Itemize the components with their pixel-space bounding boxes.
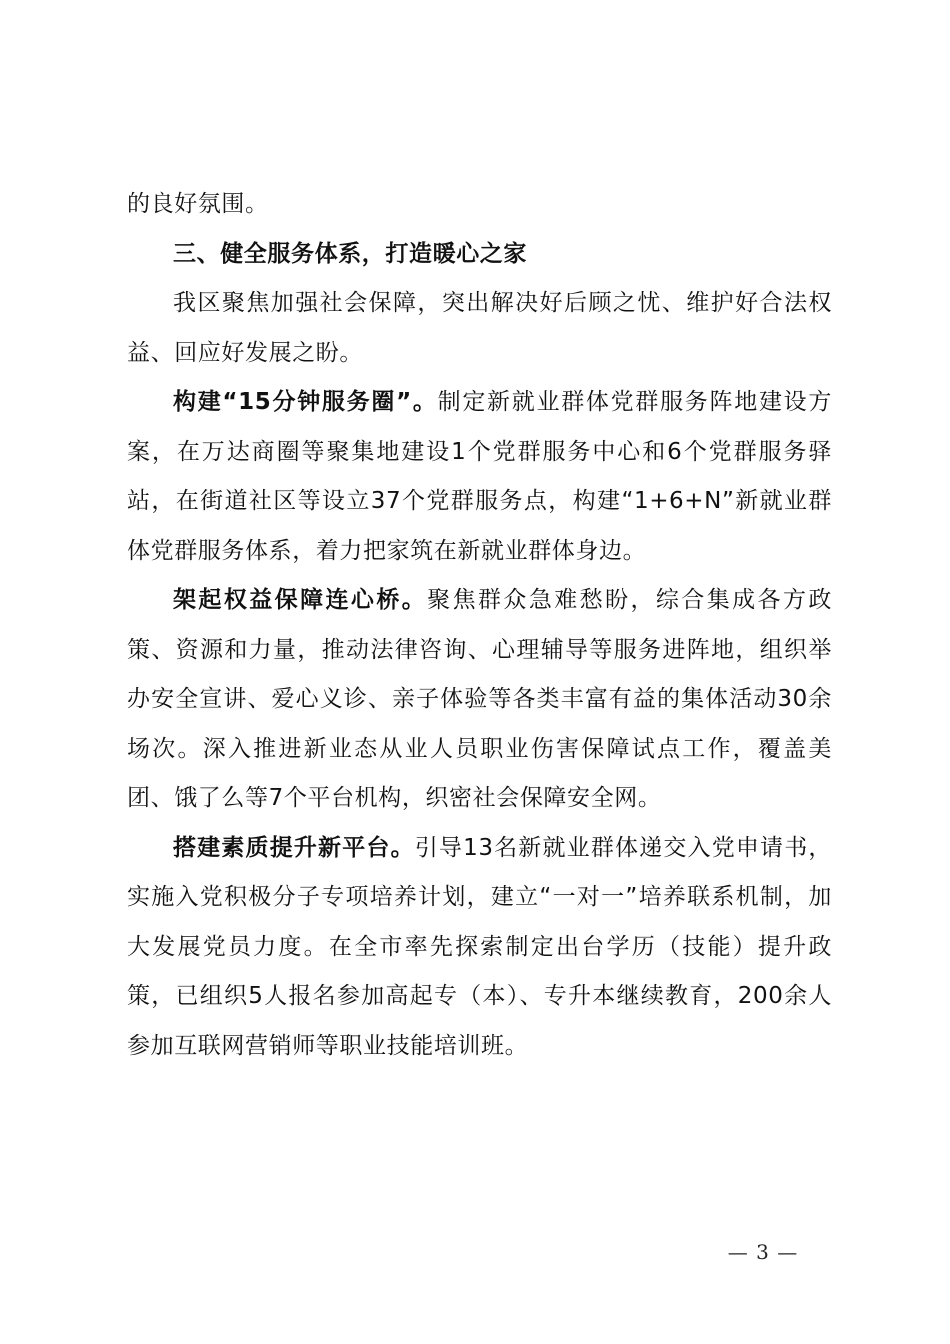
paragraph-lead: 构建“15分钟服务圈”。 <box>173 389 438 415</box>
paragraph-text: 的良好氛围。 <box>127 191 269 217</box>
paragraph-text: 我区聚焦加强社会保障，突出解决好后顾之忧、维护好合法权益、回应好发展之盼。 <box>127 290 832 366</box>
document-body <box>127 180 832 1071</box>
paragraph-service-circle <box>127 378 832 576</box>
section-heading <box>127 230 832 280</box>
section-heading-text: 三、健全服务体系，打造暖心之家 <box>173 240 527 267</box>
paragraph-intro <box>127 279 832 378</box>
paragraph-text: 引导13名新就业群体递交入党申请书，实施入党积极分子专项培养计划，建立“一对一”培养联系机制，加大发展党员力度。在全市率先探索制定出台学历（技能）提升政策，已组织5人报名参加高起专（本）、专升本继续教育，200余人参加互联网营销师等职业技能培训班。 <box>127 834 832 1059</box>
paragraph-text: 聚焦群众急难愁盼，综合集成各方政策、资源和力量，推动法律咨询、心理辅导等服务进阵地，组织举办安全宣讲、爱心义诊、亲子体验等各类丰富有益的集体活动30余场次。深入推进新业态从业人员职业伤害保障试点工作，覆盖美团、饿了么等7个平台机构，织密社会保障安全网。 <box>127 587 832 811</box>
paragraph-quality-platform <box>127 824 832 1072</box>
paragraph-rights-bridge <box>127 576 832 824</box>
paragraph-lead: 架起权益保障连心桥。 <box>173 587 428 613</box>
page-number: — 3 — <box>727 1240 799 1264</box>
paragraph-continuation <box>127 180 832 230</box>
paragraph-text: 制定新就业群体党群服务阵地建设方案，在万达商圈等聚集地建设1个党群服务中心和6个党群服务驿站，在街道社区等设立37个党群服务点，构建“1+6+N”新就业群体党群服务体系，着力把家筑在新就业群体身边。 <box>127 389 832 564</box>
paragraph-lead: 搭建素质提升新平台。 <box>173 834 415 861</box>
